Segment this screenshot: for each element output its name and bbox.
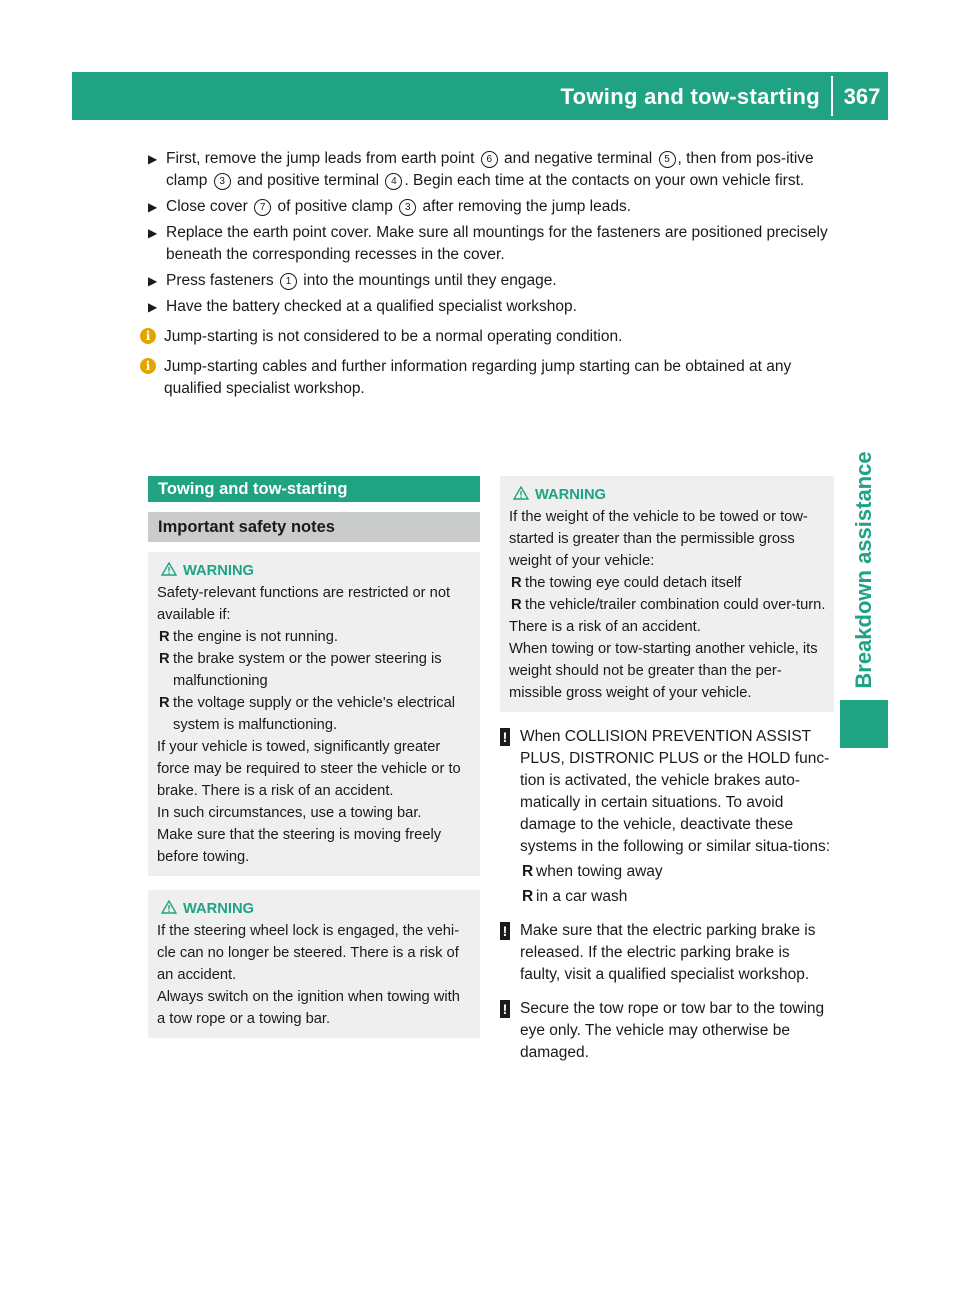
- bullet-text: the towing eye could detach itself: [525, 575, 742, 591]
- warning-heading: WARNING: [157, 560, 472, 582]
- instruction-step: [148, 196, 838, 218]
- warning-paragraph: There is a risk of an accident.: [509, 619, 701, 635]
- step-text: . Begin each time at the contacts on your own vehicle first.: [404, 172, 805, 189]
- warning-heading: WARNING: [157, 898, 472, 920]
- side-tab-marker: [840, 700, 888, 748]
- warning-intro: If the weight of the vehicle to be towed or tow-started is greater than the permissible gross weight of your vehicle:: [509, 509, 808, 569]
- page-number: 367: [843, 84, 881, 109]
- warning-intro: Safety-relevant functions are restricted or not available if:: [157, 585, 451, 623]
- bullet-text: in a car wash: [536, 888, 628, 905]
- section-title: Towing and tow-starting: [148, 476, 480, 502]
- left-column: [148, 476, 480, 1052]
- instruction-step: [148, 148, 838, 192]
- bullet-marker: R: [522, 863, 534, 880]
- step-text: into the mountings until they engage.: [299, 272, 557, 289]
- warning-bullets: [157, 626, 472, 736]
- step-text: Close cover: [166, 198, 253, 215]
- bullet-item: [509, 594, 826, 616]
- info-icon: i: [140, 328, 156, 344]
- note-text: Jump-starting is not considered to be a normal operating condition.: [164, 328, 623, 345]
- step-text: and positive terminal: [232, 172, 384, 189]
- bullet-item: [157, 692, 472, 736]
- caution-text: Make sure that the electric parking brake is released. If the electric parking brake is faulty, visit a qualified specialist workshop.: [520, 922, 816, 983]
- reference-number: 3: [399, 199, 416, 216]
- instruction-step: [148, 296, 838, 318]
- bullet-text: the brake system or the power steering is malfunctioning: [173, 651, 442, 689]
- note-text: Jump-starting cables and further information regarding jump starting can be obtained at any qualified specialist workshop.: [164, 358, 792, 397]
- bullet-marker: R: [511, 575, 522, 591]
- caution-note: [500, 920, 834, 986]
- instruction-step: [148, 222, 838, 266]
- caution-note: [500, 998, 834, 1064]
- bullet-marker: R: [159, 629, 170, 645]
- reference-number: 6: [481, 151, 498, 168]
- bullet-item: [509, 572, 826, 594]
- right-column: [500, 476, 834, 1064]
- warning-bullets: [509, 572, 826, 616]
- bullet-item: [157, 648, 472, 692]
- reference-number: 1: [280, 273, 297, 290]
- info-note: [136, 356, 838, 400]
- bullet-marker: R: [159, 651, 170, 667]
- bullet-text: the voltage supply or the vehicle's electrical system is malfunctioning.: [173, 695, 456, 733]
- step-text: and negative terminal: [499, 150, 657, 167]
- warning-paragraph: Make sure that the steering is moving freely before towing.: [157, 827, 442, 865]
- exclamation-icon: !: [500, 922, 510, 940]
- step-text: Press fasteners: [166, 272, 278, 289]
- bullet-text: the engine is not running.: [173, 629, 338, 645]
- warning-box-steering-power: [148, 552, 480, 876]
- warning-paragraph: Always switch on the ignition when towing with a tow rope or a towing bar.: [157, 989, 460, 1027]
- reference-number: 3: [214, 173, 231, 190]
- step-text: Replace the earth point cover. Make sure all mountings for the fasteners are positioned precisely beneath the corresponding recesses in the cover.: [166, 224, 828, 263]
- step-text: Have the battery checked at a qualified specialist workshop.: [166, 298, 577, 315]
- subsection-title: Important safety notes: [148, 512, 480, 542]
- bullet-text: when towing away: [536, 863, 663, 880]
- warning-box-weight: [500, 476, 834, 712]
- warning-paragraph: If your vehicle is towed, significantly greater force may be required to steer the vehicle or to brake. There is a risk of an accident.: [157, 739, 461, 799]
- arrow-right-icon: ▶: [148, 200, 158, 214]
- exclamation-icon: !: [500, 1000, 510, 1018]
- bullet-item: [157, 626, 472, 648]
- info-note: [136, 326, 838, 348]
- bullet-marker: R: [522, 888, 534, 905]
- arrow-right-icon: ▶: [148, 226, 158, 240]
- step-text: of positive clamp: [273, 198, 398, 215]
- caution-text: When COLLISION PREVENTION ASSIST PLUS, DISTRONIC PLUS or the HOLD func-tion is activated, the vehicle brakes auto-matically in certain situations. To avoid damage to the vehicle, deactivate these systems in the following or similar situa-tions:: [520, 728, 831, 855]
- intro-section: [145, 148, 838, 400]
- exclamation-icon: !: [500, 728, 510, 746]
- bullet-item: [520, 886, 834, 908]
- warning-paragraph: When towing or tow-starting another vehicle, its weight should not be greater than the per-missible gross weight of your vehicle.: [509, 641, 818, 701]
- reference-number: 5: [659, 151, 676, 168]
- warning-triangle-icon: [161, 562, 177, 576]
- warning-triangle-icon: [513, 486, 529, 500]
- warning-triangle-icon: [161, 900, 177, 914]
- page-header-title: Towing and tow-starting: [560, 84, 820, 109]
- instruction-steps: [148, 148, 838, 318]
- bullet-item: [520, 861, 834, 883]
- caution-note: [500, 726, 834, 908]
- info-icon: i: [140, 358, 156, 374]
- reference-number: 4: [385, 173, 402, 190]
- header-separator: [831, 76, 833, 116]
- arrow-right-icon: ▶: [148, 300, 158, 314]
- caution-notes: [500, 726, 834, 1064]
- bullet-marker: R: [511, 597, 522, 613]
- warning-box-steering-lock: [148, 890, 480, 1038]
- bullet-text: the vehicle/trailer combination could over-turn.: [525, 597, 826, 613]
- side-tab-label: Breakdown assistance: [851, 451, 876, 689]
- arrow-right-icon: ▶: [148, 274, 158, 288]
- step-text: after removing the jump leads.: [418, 198, 632, 215]
- warning-heading: WARNING: [509, 484, 826, 506]
- info-notes: [145, 326, 838, 400]
- arrow-right-icon: ▶: [148, 152, 158, 166]
- warning-paragraph: In such circumstances, use a towing bar.: [157, 805, 422, 821]
- caution-text: Secure the tow rope or tow bar to the towing eye only. The vehicle may otherwise be damaged.: [520, 1000, 825, 1061]
- warning-paragraph: If the steering wheel lock is engaged, the vehi-cle can no longer be steered. There is a risk of an accident.: [157, 923, 460, 983]
- bullet-marker: R: [159, 695, 170, 711]
- step-text: , then from pos-itive clamp: [166, 150, 814, 189]
- instruction-step: [148, 270, 838, 292]
- step-text: First, remove the jump leads from earth point: [166, 150, 479, 167]
- reference-number: 7: [254, 199, 271, 216]
